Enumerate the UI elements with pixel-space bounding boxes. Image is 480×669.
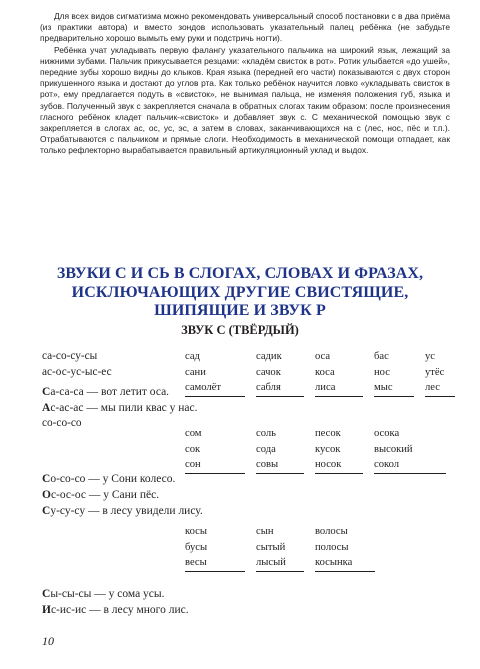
word: сом: [185, 428, 202, 439]
phrase-line: Со-со-со — у Сони колесо.: [42, 473, 176, 485]
word-column: [425, 349, 455, 397]
word-column: [256, 349, 304, 397]
word: сачок: [256, 366, 281, 378]
phrase-line: Са-са-са — вот летит оса.: [42, 386, 170, 398]
word: косынка: [315, 557, 353, 568]
phrase-line: Ос-ос-ос — у Сани пёс.: [42, 489, 160, 501]
phrases-block-2: [42, 471, 203, 519]
word: сода: [256, 443, 276, 455]
word: сани: [185, 366, 206, 378]
syllable-line: со-со-со: [42, 417, 82, 429]
page-number: 10: [42, 634, 54, 648]
word-column: [374, 426, 446, 474]
word: осока: [374, 428, 400, 439]
word: косы: [185, 526, 207, 537]
word: весы: [185, 557, 207, 568]
word-column: [256, 426, 304, 474]
phrase-line: Ис-ис-ис — в лесу много лис.: [42, 604, 189, 616]
intro-text: [40, 11, 450, 157]
word: полосы: [315, 541, 349, 553]
phrase-line: Сы-сы-сы — у сома усы.: [42, 588, 165, 600]
word: сон: [185, 459, 201, 470]
word: мыс: [374, 382, 393, 393]
phrase-line: Су-су-су — в лесу увидели лису.: [42, 505, 203, 517]
syllable-line: ас-ос-ус-ыс-ес: [42, 365, 112, 378]
word-column: [374, 349, 414, 397]
heading-line: ШИПЯЩИЕ И ЗВУК Р: [154, 302, 326, 319]
word: песок: [315, 428, 341, 439]
word: сад: [185, 351, 200, 362]
word: лысый: [256, 557, 286, 568]
phrase-line: Ас-ас-ас — мы пили квас у нас.: [42, 402, 198, 414]
word: сокол: [374, 459, 400, 470]
word: лес: [425, 382, 440, 393]
word: садик: [256, 351, 282, 362]
heading-line: ЗВУКИ С И СЬ В СЛОГАХ, СЛОВАХ И ФРАЗАХ,: [56, 265, 424, 282]
word: нос: [374, 366, 390, 378]
word: сытый: [256, 541, 286, 553]
intro-paragraph: Ребёнка учат укладывать первую фалангу указательного пальчика на широкий язык, лежащий за нижними зубами. Пальчик прикусывается резцами: «кладём свисток в рот». Ротик улыбается «до ушей», передние зубы хорошо видны до клыков. Края языка (передней его части) показываются с двух сторон прикушенного языка и достают до углов рта. Как только ребёнок научится ловко «укладывать свисток в рот», ему предлагается подуть в «свисток», не вынимая пальца, не изменяя положения губ, языка и зубов. Полученный звук с закрепляется сначала в обратных слогах таким образом: после произнесения гласного ребёнок кладет пальчик-«свисток» и добавляет звук с. С механической помощью звук с закрепляется в слогах ас, ос, ус, эс, а затем в словах, заканчивающихся на с (лес, нос, пёс и т.п.). Отрабатываются с пальчиком и прямые слоги. Необходимость в механической помощи отпадает, как только рефлекторно вырабатывается правильный артикуляционный уклад и выдох.: [40, 44, 450, 156]
word-column: [315, 524, 375, 572]
word: сын: [256, 526, 274, 537]
word: утёс: [425, 366, 445, 378]
word: самолёт: [185, 382, 222, 393]
syllable-line: са-со-су-сы: [42, 350, 98, 362]
word-column: [256, 524, 304, 572]
word: лиса: [315, 382, 336, 393]
phrases-block-3: [42, 586, 189, 618]
section-heading: [20, 265, 460, 321]
subheading: ЗВУК С (ТВЁРДЫЙ): [181, 323, 299, 337]
heading-line: ИСКЛЮЧАЮЩИХ ДРУГИЕ СВИСТЯЩИЕ,: [71, 283, 409, 301]
word-column: [315, 349, 363, 397]
word: сок: [185, 443, 201, 455]
word: сабля: [256, 382, 281, 393]
word-column: [185, 426, 245, 474]
phrases-block-1: [42, 384, 198, 416]
word: оса: [315, 351, 331, 362]
word: ус: [425, 351, 435, 362]
word: соль: [256, 428, 276, 439]
word-columns-2: [0, 426, 480, 474]
word-columns-3: [0, 524, 480, 572]
word-column: [315, 426, 363, 474]
word: кусок: [315, 443, 341, 455]
word: бас: [374, 351, 389, 362]
word: бусы: [185, 541, 208, 553]
word: носок: [315, 459, 342, 470]
intro-paragraph: Для всех видов сигматизма можно рекомендовать универсальный способ постановки с в два приёма (из практики автора) и вместо зондов использовать указательный палец ребёнка (не забудьте предварительно хорошо вымыть ему руки и подстричь ногти).: [40, 11, 450, 44]
word: волосы: [315, 526, 348, 537]
word: совы: [256, 459, 279, 470]
word-column: [185, 524, 245, 572]
word: коса: [315, 366, 335, 378]
word: высокий: [374, 443, 413, 455]
